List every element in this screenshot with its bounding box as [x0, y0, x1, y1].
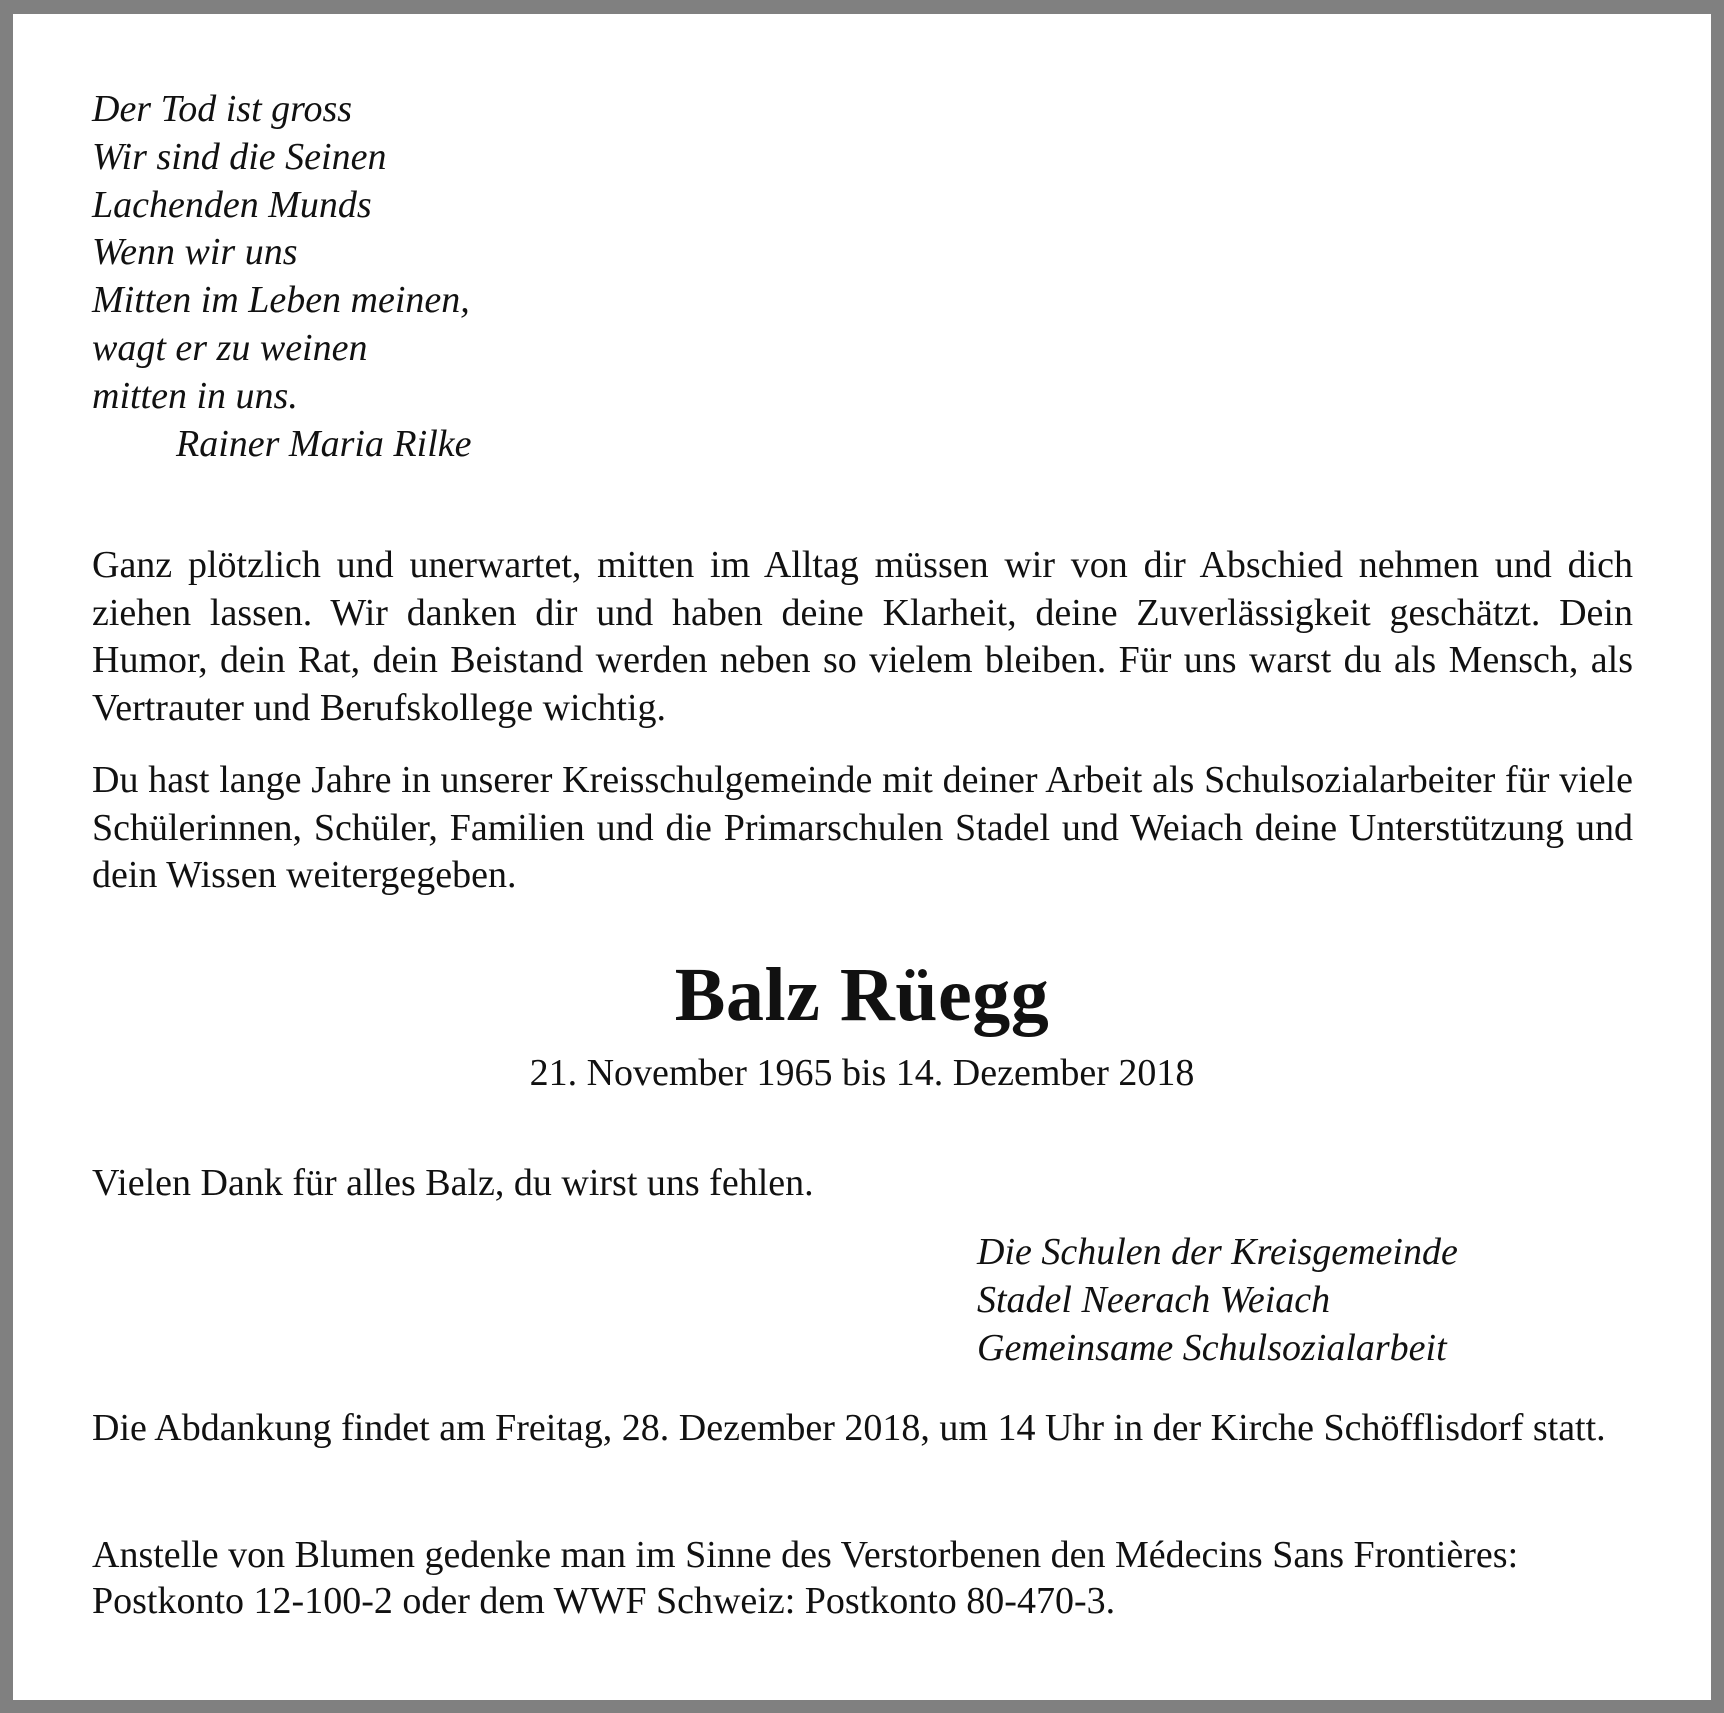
signature-line: Gemeinsame Schulsozialarbeit — [977, 1327, 1447, 1369]
life-dates: 21. November 1965 bis 14. Dezember 2018 — [529, 1052, 1195, 1094]
poem-line: Mitten im Leben meinen, — [92, 279, 470, 322]
signature-line: Stadel Neerach Weiach — [977, 1279, 1331, 1321]
poem-line: Lachenden Munds — [92, 183, 372, 226]
poem-line: wagt er zu weinen — [92, 326, 368, 369]
poem — [92, 86, 471, 468]
work-paragraph: Du hast lange Jahre in unserer Kreisschulgemeinde mit deiner Arbeit als Schulsozialarbeiter für viele Schülerinnen, Schüler, Familien und die Primarschulen Stadel und Weiach deine Unterstützung und dein Wissen weitergegeben. — [92, 759, 1633, 896]
signature-block — [977, 1228, 1458, 1372]
thanks-line: Vielen Dank für alles Balz, du wirst uns fehlen. — [92, 1162, 814, 1204]
donations-paragraph: Anstelle von Blumen gedenke man im Sinne des Verstorbenen den Médecins Sans Frontières: Postkonto 12-100-2 oder dem WWF Schweiz: Postkonto 80-470-3. — [92, 1534, 1519, 1622]
poem-author: Rainer Maria Rilke — [176, 422, 472, 465]
farewell-paragraph: Ganz plötzlich und unerwartet, mitten im Alltag müssen wir von dir Abschied nehmen und dich ziehen lassen. Wir danken dir und haben deine Klarheit, deine Zuverlässigkeit geschätzt. Dein Humor, dein Rat, dein Beistand werden neben so vielem bleiben. Für uns warst du als Mensch, als Vertrauter und Berufskollege wichtig. — [92, 544, 1633, 729]
signature-line: Die Schulen der Kreisgemeinde — [977, 1231, 1458, 1273]
poem-line: mitten in uns. — [92, 374, 298, 417]
poem-line: Wir sind die Seinen — [92, 135, 387, 178]
poem-line: Wenn wir uns — [92, 231, 298, 274]
deceased-name: Balz Rüegg — [674, 953, 1050, 1037]
poem-line: Der Tod ist gross — [92, 88, 353, 130]
service-paragraph: Die Abdankung findet am Freitag, 28. Dezember 2018, um 14 Uhr in der Kirche Schöfflisdorf statt. — [92, 1407, 1606, 1449]
